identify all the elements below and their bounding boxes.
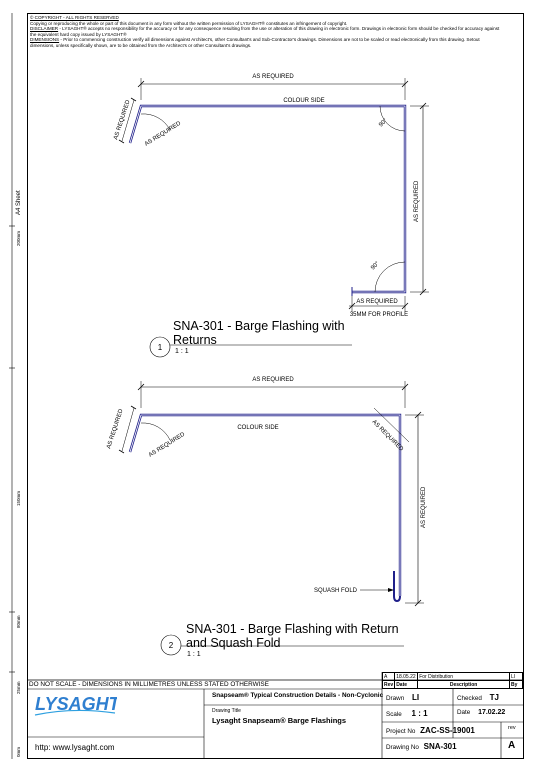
revision-table	[382, 672, 523, 689]
d1-scale: 1 : 1	[175, 348, 189, 355]
rev-desc-cell: For Distribution	[418, 673, 510, 681]
scale-field	[386, 709, 428, 718]
drawing-no-label: Drawing No	[386, 744, 419, 751]
project-no-value: ZAC-SS-19001	[420, 726, 475, 735]
disclaimer-heading: DISCLAIMER	[30, 26, 59, 32]
d1-top-dim: AS REQUIRED	[252, 74, 294, 80]
dimensions-text: - Prior to commencing construction verify all dimensions against Architect's, other Consultant's and Sub-Contractor's drawings. Dimensions are not to be scaled or read electronically from this drawing. Setout	[59, 37, 480, 43]
d1-number: 1	[157, 343, 163, 352]
scale-label: Scale	[386, 711, 402, 718]
checked-field	[457, 693, 499, 702]
d2-left-return-2: AS REQUIRED	[147, 431, 187, 459]
ruler-mark-150: 150mm	[16, 490, 21, 506]
dimensions-heading: DIMENSIONS	[30, 37, 60, 43]
rev-value: A	[508, 740, 516, 751]
d2-squash-fold: SQUASH FOLD	[314, 588, 358, 594]
d1-left-return: AS REQUIRED	[113, 99, 132, 141]
d1-angle-top: 90°	[378, 117, 389, 129]
date-field	[457, 709, 505, 716]
project-title: Snapseam® Typical Construction Details - Non-Cyclonic	[212, 692, 384, 699]
date-header: Date	[395, 681, 418, 689]
disclaimer-text-2: the equivalent hard copy issued by LYSAGHT®	[30, 31, 127, 37]
drawing-no-field	[386, 742, 457, 751]
logo-text: LYSAGHT	[35, 694, 117, 714]
rev-label: rev	[508, 725, 516, 731]
d1-title-line2: Returns	[173, 333, 217, 347]
rev-by-cell: LI	[510, 673, 523, 681]
rev-date-cell: 18.05.22	[395, 673, 418, 681]
copyright-heading: © COPYRIGHT - ALL RIGHTS RESERVED	[30, 15, 119, 20]
d2-number: 2	[168, 641, 174, 650]
drawing-title-label: Drawing Title	[212, 708, 241, 714]
drawing-title: Lysaght Snapseam® Barge Flashings	[212, 716, 347, 725]
rev-cell: A	[383, 673, 395, 681]
date-value: 17.02.22	[478, 709, 506, 716]
d2-left-return: AS REQUIRED	[106, 408, 125, 450]
do-not-scale-note: DO NOT SCALE - DIMENSIONS IN MILLIMETRES UNLESS STATED OTHERWISE	[29, 681, 269, 688]
project-no-field	[386, 726, 475, 735]
rev-header: Rev	[384, 681, 394, 688]
revision-header-row	[383, 681, 523, 689]
disclaimer-text: - LYSAGHT® accepts no responsibility for the accuracy or for any consequence resulting from the use or alteration of this drawing in electronic form. Drawings in electronic form should be checked for accuracy against	[58, 26, 500, 32]
d1-profile-note: 35MM FOR PROFILE	[349, 312, 409, 318]
d2-right-height: AS REQUIRED	[421, 486, 427, 528]
d2-title-line1: SNA-301 - Barge Flashing with Return	[186, 622, 399, 636]
drawn-field	[386, 693, 419, 702]
drawn-value: LI	[411, 693, 420, 702]
ruler-mark-80: 80mm	[16, 615, 21, 628]
ruler-sheet-label: A4 Sheet	[16, 190, 22, 215]
ruler-mark-0: 0mm	[16, 747, 21, 757]
d1-bottom-return: AS REQUIRED	[356, 299, 398, 305]
lysaght-logo-mark	[33, 693, 117, 718]
drawn-label: Drawn	[386, 695, 405, 702]
d2-title-line2: and Squash Fold	[186, 636, 281, 650]
d1-title-line1: SNA-301 - Barge Flashing with	[173, 319, 345, 333]
d2-title	[186, 622, 399, 650]
scale-value: 1 : 1	[411, 709, 428, 718]
d1-angle-bottom: 90°	[370, 260, 381, 272]
revision-row	[383, 673, 523, 681]
d1-colour-side: COLOUR SIDE	[283, 98, 325, 104]
d1-title	[173, 319, 345, 347]
by-header: By	[510, 681, 523, 689]
checked-label: Checked	[457, 695, 482, 702]
dimensions-text-2: dimensions, unless specifically shown, are to be obtained from the Architect's or other Consultant's drawings.	[30, 42, 252, 48]
copyright-text: Copying or reproducing the whole or part of this document in any form without the written permission of LYSAGHT® constitutes an infringement of copyright.	[30, 20, 348, 26]
date-label: Date	[457, 709, 471, 716]
project-no-label: Project No	[386, 728, 416, 735]
ruler-mark-200: 200mm	[16, 230, 21, 246]
website-link[interactable]: http: www.lysaght.com	[35, 743, 115, 752]
d2-top-dim: AS REQUIRED	[252, 377, 294, 383]
d1-left-return-2: AS REQUIRED	[143, 120, 183, 148]
checked-value: TJ	[489, 693, 499, 702]
d2-right-corner: AS REQUIRED	[370, 419, 405, 453]
d1-right-height: AS REQUIRED	[414, 180, 420, 222]
d2-scale: 1 : 1	[187, 651, 201, 658]
description-header: Description	[418, 681, 510, 689]
lysaght-logo	[33, 693, 117, 718]
detail-1-drawing	[0, 0, 543, 360]
ruler-mark-25: 25mm	[16, 681, 21, 694]
d2-colour-side: COLOUR SIDE	[237, 425, 279, 431]
drawing-no-value: SNA-301	[423, 742, 457, 751]
